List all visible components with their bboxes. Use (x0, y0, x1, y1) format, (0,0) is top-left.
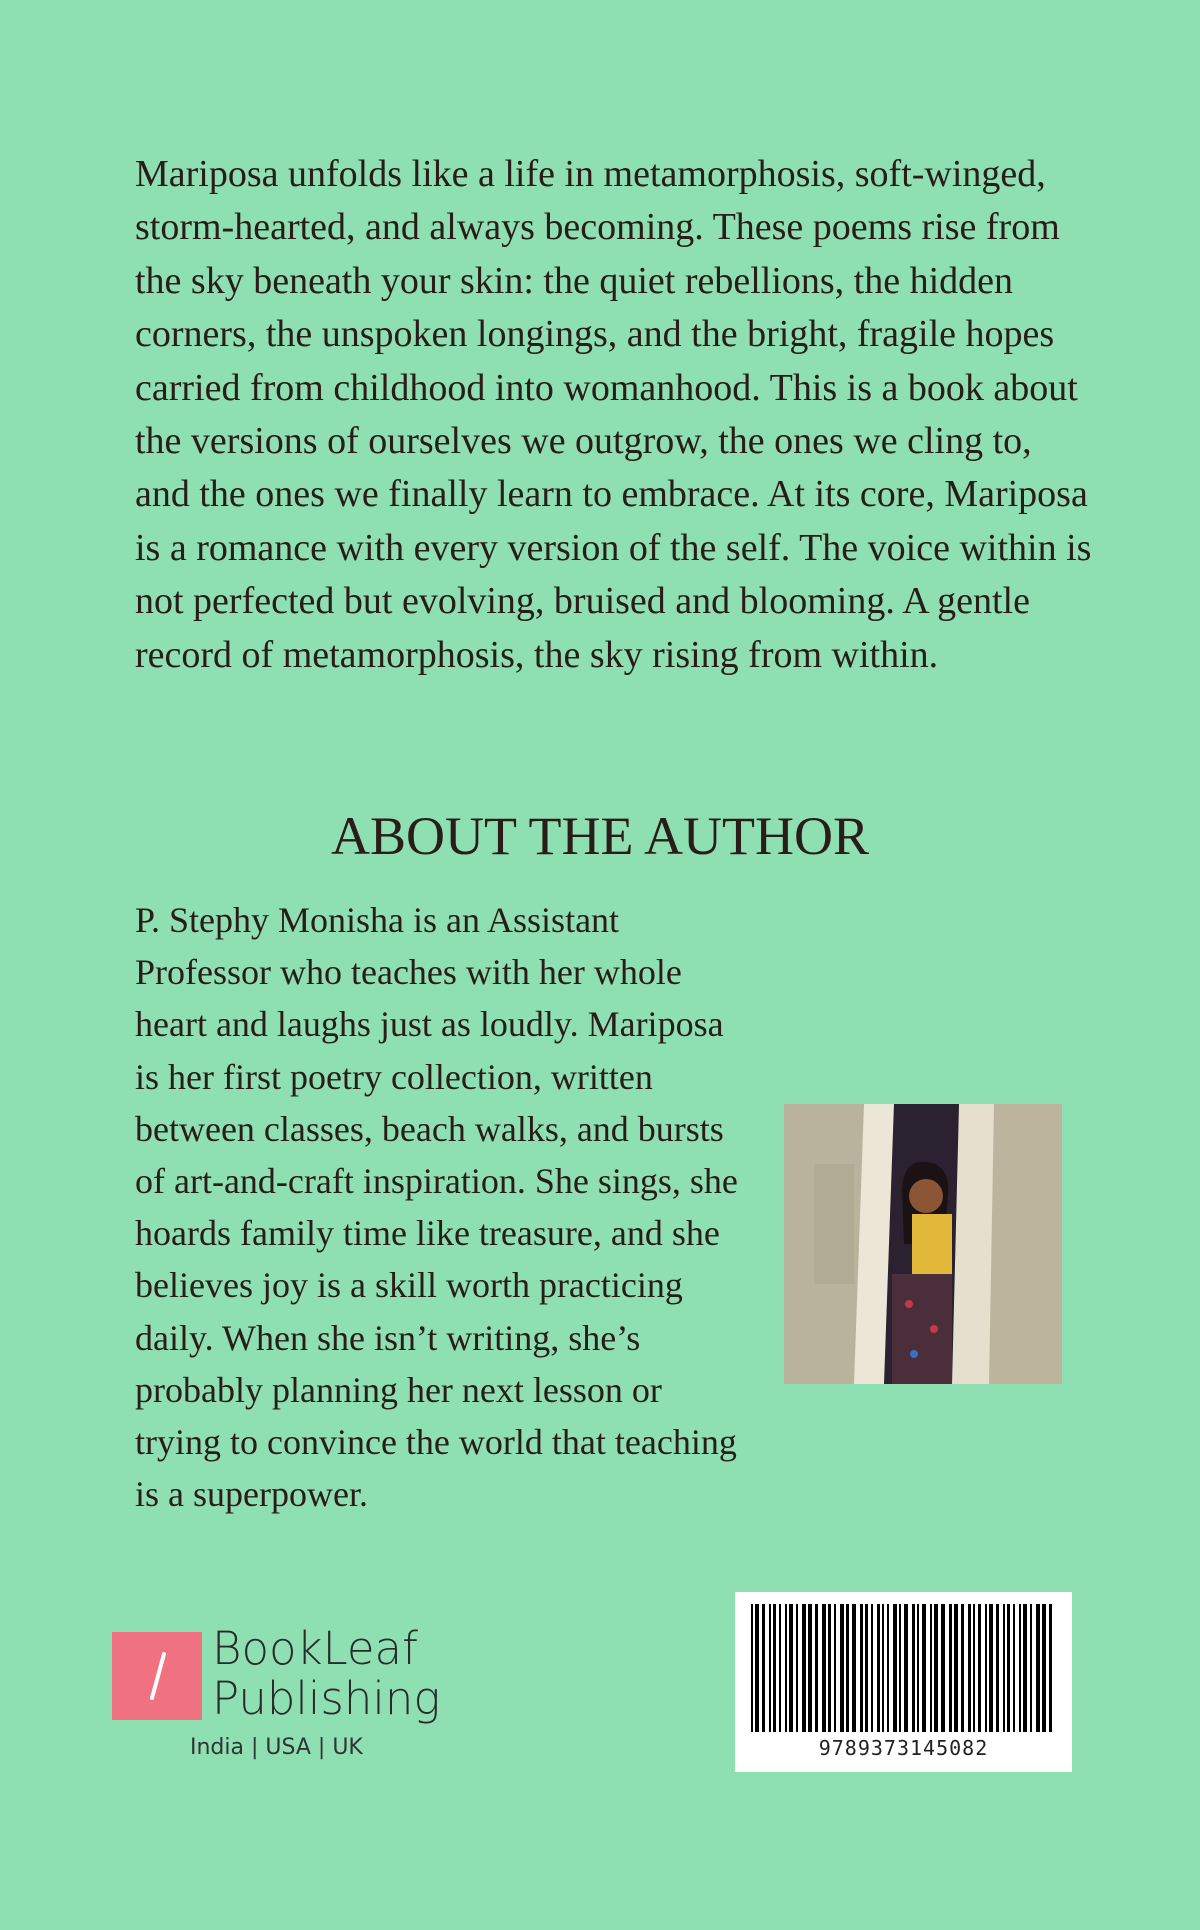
barcode-bar (904, 1604, 908, 1732)
back-cover-blurb: Mariposa unfolds like a life in metamorphosis, soft-winged, storm-hearted, and always becoming. These poems rise from the sky beneath your skin: the quiet rebellions, the hidden corners, the unspoken longings, and the bright, fragile hopes carried from childhood into womanhood. This is a book about the versions of ourselves we outgrow, the ones we cling to, and the ones we finally learn to embrace. At its core, Mariposa is a romance with every version of the self. The voice within is not perfected but evolving, bruised and blooming. A gentle record of metamorphosis, the sky rising from within. (135, 153, 1092, 676)
barcode-bar (846, 1604, 849, 1732)
barcode-bar (922, 1604, 926, 1732)
barcode-bar (802, 1604, 806, 1732)
barcode-bar (1042, 1604, 1046, 1732)
barcode-bar (1036, 1604, 1040, 1732)
barcode-bar (949, 1604, 952, 1732)
barcode-bar (871, 1604, 873, 1732)
barcode-bar (773, 1604, 776, 1732)
publisher-locations: India | USA | UK (190, 1735, 363, 1760)
barcode-bar (828, 1604, 831, 1732)
barcode-bar (796, 1604, 798, 1732)
barcode-bar (968, 1604, 971, 1732)
barcode-bar (912, 1604, 915, 1732)
barcode-bars (747, 1604, 1060, 1732)
barcode-bar (934, 1604, 938, 1732)
barcode-bar (785, 1604, 787, 1732)
barcode-bar (852, 1604, 856, 1732)
author-photo (784, 1104, 1062, 1384)
barcode-bar (840, 1604, 844, 1732)
barcode-bar (985, 1604, 987, 1732)
barcode-bar (893, 1604, 897, 1732)
publisher-name-line2: Publishing (212, 1672, 441, 1725)
barcode-bar (860, 1604, 863, 1732)
barcode-bar (973, 1604, 975, 1732)
barcode-bar (899, 1604, 901, 1732)
barcode-bar (755, 1604, 759, 1732)
barcode-bar (1030, 1604, 1032, 1732)
barcode-bar (930, 1604, 932, 1732)
barcode-bar (882, 1604, 884, 1732)
barcode-bar (989, 1604, 993, 1732)
barcode-bar (1023, 1604, 1027, 1732)
author-bio: P. Stephy Monisha is an Assistant Professor who teaches with her whole heart and laughs just as loudly. Mariposa is her first poetry collection, written between classes, beach walks, and bursts of art-and-craft inspiration. She sings, she hoards family time like treasure, and she believes joy is a skill worth practicing daily. When she isn’t writing, she’s probably planning her next lesson or trying to convince the world that teaching is a superpower. (135, 900, 738, 1515)
barcode-bar (961, 1604, 964, 1732)
barcode-bar (808, 1604, 812, 1732)
publisher-name-line1: BookLeaf (212, 1622, 418, 1675)
barcode-bar (1019, 1604, 1021, 1732)
barcode-bar (751, 1604, 753, 1732)
barcode-bar (917, 1604, 919, 1732)
barcode-bar (815, 1604, 818, 1732)
barcode-bar (887, 1604, 889, 1732)
barcode-bar (954, 1604, 958, 1732)
barcode-bar (978, 1604, 981, 1732)
isbn-barcode (735, 1592, 1072, 1772)
barcode-bar (789, 1604, 793, 1732)
barcode-bar (1049, 1604, 1052, 1732)
barcode-bar (996, 1604, 999, 1732)
isbn-number: 9789373145082 (818, 1736, 989, 1760)
barcode-bar (865, 1604, 868, 1732)
barcode-bar (834, 1604, 836, 1732)
barcode-bar (762, 1604, 765, 1732)
barcode-bar (779, 1604, 781, 1732)
barcode-bar (1013, 1604, 1015, 1732)
barcode-bar (1003, 1604, 1005, 1732)
barcode-bar (769, 1604, 771, 1732)
barcode-bar (941, 1604, 945, 1732)
barcode-bar (877, 1604, 880, 1732)
barcode-bar (1007, 1604, 1010, 1732)
publisher-logo-mark (112, 1632, 202, 1720)
about-author-heading: ABOUT THE AUTHOR (330, 806, 870, 866)
barcode-bar (822, 1604, 826, 1732)
publisher-name (212, 1624, 440, 1724)
